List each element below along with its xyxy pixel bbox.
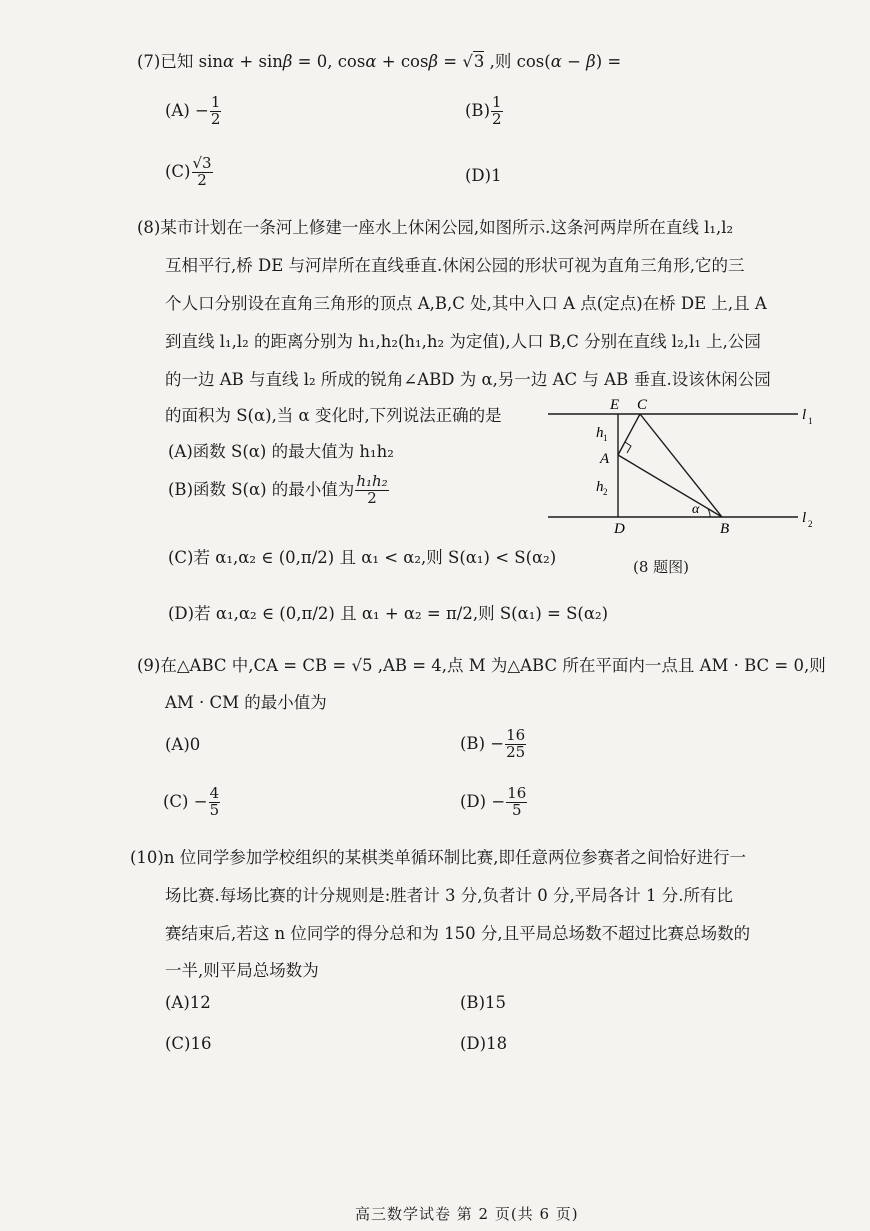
q7-option-a[interactable]: (A) − $\frac{1}{2}$ bbox=[165, 93, 221, 128]
q10-line-3: 赛结束后,若这 n 位同学的得分总和为 150 分,且平局总场数不超过比赛总场数的 bbox=[165, 924, 751, 943]
q8-line-2: 互相平行,桥 DE 与河岸所在直线垂直.休闲公园的形状可视为直角三角形,它的三 bbox=[165, 256, 745, 275]
q9-option-a[interactable]: (A)0 bbox=[165, 735, 201, 754]
q8-option-d[interactable]: (D)若 α₁,α₂ ∈ (0,π/2) 且 α₁ + α₂ = π/2,则 S(α₁) = S(α₂) bbox=[168, 604, 609, 623]
q7-option-b[interactable]: (B) $\frac{1}{2}$ bbox=[465, 93, 502, 128]
q7-option-d[interactable]: (D)1 bbox=[465, 166, 502, 185]
segment-ab bbox=[618, 455, 722, 517]
q10-option-b[interactable]: (B)15 bbox=[460, 993, 506, 1012]
label-l2: l bbox=[802, 510, 807, 526]
q9-option-d[interactable]: (D) − $\frac{16}{5}$ bbox=[460, 784, 527, 819]
q8-line-1: (8)某市计划在一条河上修建一座水上休闲公园,如图所示.这条河两岸所在直线 l₁,l₂ bbox=[137, 218, 734, 237]
q8-line-4: 到直线 l₁,l₂ 的距离分别为 h₁,h₂(h₁,h₂ 为定值),人口 B,C 分别在直线 l₂,l₁ 上,公园 bbox=[165, 332, 761, 351]
q9-option-c[interactable]: (C) − $\frac{4}{5}$ bbox=[163, 784, 220, 819]
q10-option-d[interactable]: (D)18 bbox=[460, 1034, 508, 1053]
q9-option-b[interactable]: (B) − $\frac{16}{25}$ bbox=[460, 726, 526, 761]
q8-option-c[interactable]: (C)若 α₁,α₂ ∈ (0,π/2) 且 α₁ < α₂,则 S(α₁) < S(α₂) bbox=[168, 548, 557, 567]
label-h2: h bbox=[596, 479, 604, 495]
q7-option-c[interactable]: (C) $\frac{√3}{2}$ bbox=[165, 154, 212, 189]
label-c: C bbox=[637, 397, 648, 413]
label-h2-sub: 2 bbox=[603, 487, 608, 497]
label-l1: l bbox=[802, 407, 807, 423]
q8-figure-caption: (8 题图) bbox=[633, 558, 690, 576]
q8-line-3: 个人口分别设在直角三角形的顶点 A,B,C 处,其中入口 A 点(定点)在桥 DE 上,且 A bbox=[165, 294, 767, 313]
label-b: B bbox=[720, 521, 730, 537]
q9-line-2: AM · CM 的最小值为 bbox=[165, 693, 327, 712]
label-l1-sub: 1 bbox=[808, 416, 813, 426]
q8-option-a[interactable]: (A)函数 S(α) 的最大值为 h₁h₂ bbox=[168, 442, 394, 461]
right-angle-mark bbox=[625, 442, 631, 453]
q9-line-1: (9)在△ABC 中,CA = CB = √5 ,AB = 4,点 M 为△ABC 所在平面内一点且 AM · BC = 0,则 bbox=[137, 656, 826, 675]
q8-line-5: 的一边 AB 与直线 l₂ 所成的锐角∠ABD 为 α,另一边 AC 与 AB 垂直.设该休闲公园 bbox=[165, 370, 771, 389]
q8-option-b[interactable]: (B)函数 S(α) 的最小值为 $\frac{\text{h₁h₂}}{2}$ bbox=[168, 472, 388, 507]
label-e: E bbox=[610, 397, 620, 413]
q10-line-1: (10)n 位同学参加学校组织的某棋类单循环制比赛,即任意两位参赛者之间恰好进行一 bbox=[130, 848, 746, 867]
label-a: A bbox=[600, 451, 610, 467]
q10-option-c[interactable]: (C)16 bbox=[165, 1034, 212, 1053]
label-d: D bbox=[614, 521, 625, 537]
q7-stem: (7)已知 sinα + sinβ = 0, cosα + cosβ = √3 ,则 cos(α − β) = bbox=[137, 52, 622, 71]
q8-figure bbox=[540, 395, 820, 545]
label-h1: h bbox=[596, 425, 604, 441]
q10-line-4: 一半,则平局总场数为 bbox=[165, 961, 319, 980]
segment-cb bbox=[640, 414, 722, 517]
q10-line-2: 场比赛.每场比赛的计分规则是:胜者计 3 分,负者计 0 分,平局各计 1 分.所有比 bbox=[165, 886, 734, 905]
label-h1-sub: 1 bbox=[603, 433, 608, 443]
label-alpha: α bbox=[692, 502, 700, 517]
label-l2-sub: 2 bbox=[808, 519, 813, 529]
q8-line-6: 的面积为 S(α),当 α 变化时,下列说法正确的是 bbox=[165, 406, 502, 425]
page-footer: 高三数学试卷 第 2 页(共 6 页) bbox=[355, 1205, 579, 1223]
q10-option-a[interactable]: (A)12 bbox=[165, 993, 211, 1012]
